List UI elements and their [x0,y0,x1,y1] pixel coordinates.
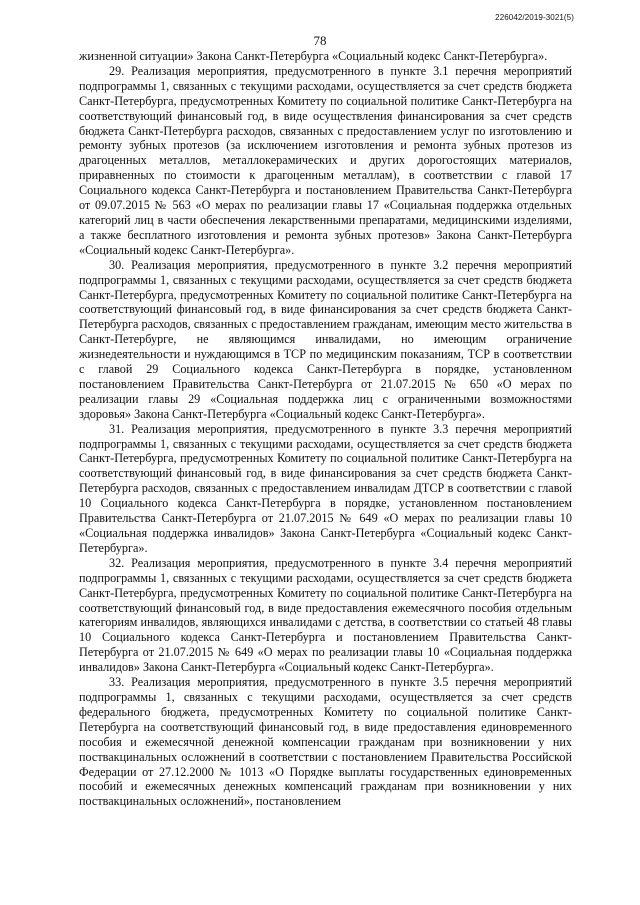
paragraph-32: 32. Реализация мероприятия, предусмотренного в пункте 3.4 перечня мероприятий подпрограммы 1, связанных с текущими расходами, осуществляется за счет средств бюджета Санкт-Петербурга, предусмотренных Комитету по социальной политике Санкт-Петербурга на соответствующий финансовый год, в виде предоставления ежемесячного пособия отдельным категориям инвалидов, являющихся инвалидами с детства, в соответствии со статьей 48 главы 10 Социального кодекса Санкт-Петербурга и постановлением Правительства Санкт-Петербурга от 21.07.2015 № 649 «О мерах по реализации главы 10 «Социальная поддержка инвалидов» Закона Санкт-Петербурга «Социальный кодекс Санкт-Петербурга». [79,555,572,675]
paragraph-continuation: жизненной ситуации» Закона Санкт-Петербурга «Социальный кодекс Санкт-Петербурга». [79,49,548,63]
paragraph-33: 33. Реализация мероприятия, предусмотренного в пункте 3.5 перечня мероприятий подпрограммы 1, связанных с текущими расходами, осуществляется за счет средств федерального бюджета, предусмотренных Комитету по социальной политике Санкт-Петербурга на соответствующий финансовый год, в виде предоставления единовременного пособия и ежемесячной денежной компенсации гражданам при возникновении у них поствакцинальных осложнений в соответствии с постановлением Правительства Российской Федерации от 27.12.2000 № 1013 «О Порядке выплаты государственных единовременных пособий и ежемесячных денежных компенсаций гражданам при возникновении у них поствакцинальных осложнений», постановлением [79,675,572,809]
document-body [79,49,572,809]
document-registration-number: 226042/2019-3021(5) [495,13,574,22]
paragraph-30: 30. Реализация мероприятия, предусмотренного в пункте 3.2 перечня мероприятий подпрограммы 1, связанных с текущими расходами, осуществляется за счет средств бюджета Санкт-Петербурга, предусмотренных Комитету по социальной политике Санкт-Петербурга на соответствующий финансовый год, в виде финансирования за счет средств бюджета Санкт-Петербурга расходов, связанных с предоставлением гражданам, имеющим место жительства в Санкт-Петербурге, не являющимся инвалидами, но имеющим ограничение жизнедеятельности и нуждающимся в ТСР по медицинским показаниям, ТСР в соответствии с главой 29 Социального кодекса Санкт-Петербурга в порядке, установленном постановлением Правительства Санкт-Петербурга от 21.07.2015 № 650 «О мерах по реализации главы 29 «Социальная поддержка лиц с ограниченными возможностями здоровья» Закона Санкт-Петербурга «Социальный кодекс Санкт-Петербурга». [79,257,572,421]
paragraph-31: 31. Реализация мероприятия, предусмотренного в пункте 3.3 перечня мероприятий подпрограммы 1, связанных с текущими расходами, осуществляется за счет средств бюджета Санкт-Петербурга, предусмотренных Комитету по социальной политике Санкт-Петербурга на соответствующий финансовый год, в виде финансирования за счет средств бюджета Санкт-Петербурга расходов, связанных с предоставлением инвалидам ДТСР в соответствии с главой 10 Социального кодекса Санкт-Петербурга в порядке, установленном постановлением Правительства Санкт-Петербурга от 21.07.2015 № 649 «О мерах по реализации главы 10 «Социальная поддержка инвалидов» Закона Санкт-Петербурга «Социальный кодекс Санкт-Петербурга». [79,421,572,555]
page-number: 78 [313,33,327,48]
paragraph-29: 29. Реализация мероприятия, предусмотренного в пункте 3.1 перечня мероприятий подпрограммы 1, связанных с текущими расходами, осуществляется за счет средств бюджета Санкт-Петербурга, предусмотренных Комитету по социальной политике Санкт-Петербурга на соответствующий финансовый год, в виде осуществления финансирования за счет средств бюджета Санкт-Петербурга расходов, связанных с предоставлением услуг по изготовлению и ремонту зубных протезов (за исключением изготовления и ремонта зубных протезов из драгоценных металлов, металлокерамических и других дорогостоящих материалов, приравненных по стоимости к драгоценным металлам), в соответствии с главой 17 Социального кодекса Санкт-Петербурга и постановлением Правительства Санкт-Петербурга от 09.07.2015 № 563 «О мерах по реализации главы 17 «Социальная поддержка отдельных категорий лиц в части обеспечения лекарственными препаратами, медицинскими изделиями, а также бесплатного изготовления и ремонта зубных протезов» Закона Санкт-Петербурга «Социальный кодекс Санкт-Петербурга». [79,63,572,257]
